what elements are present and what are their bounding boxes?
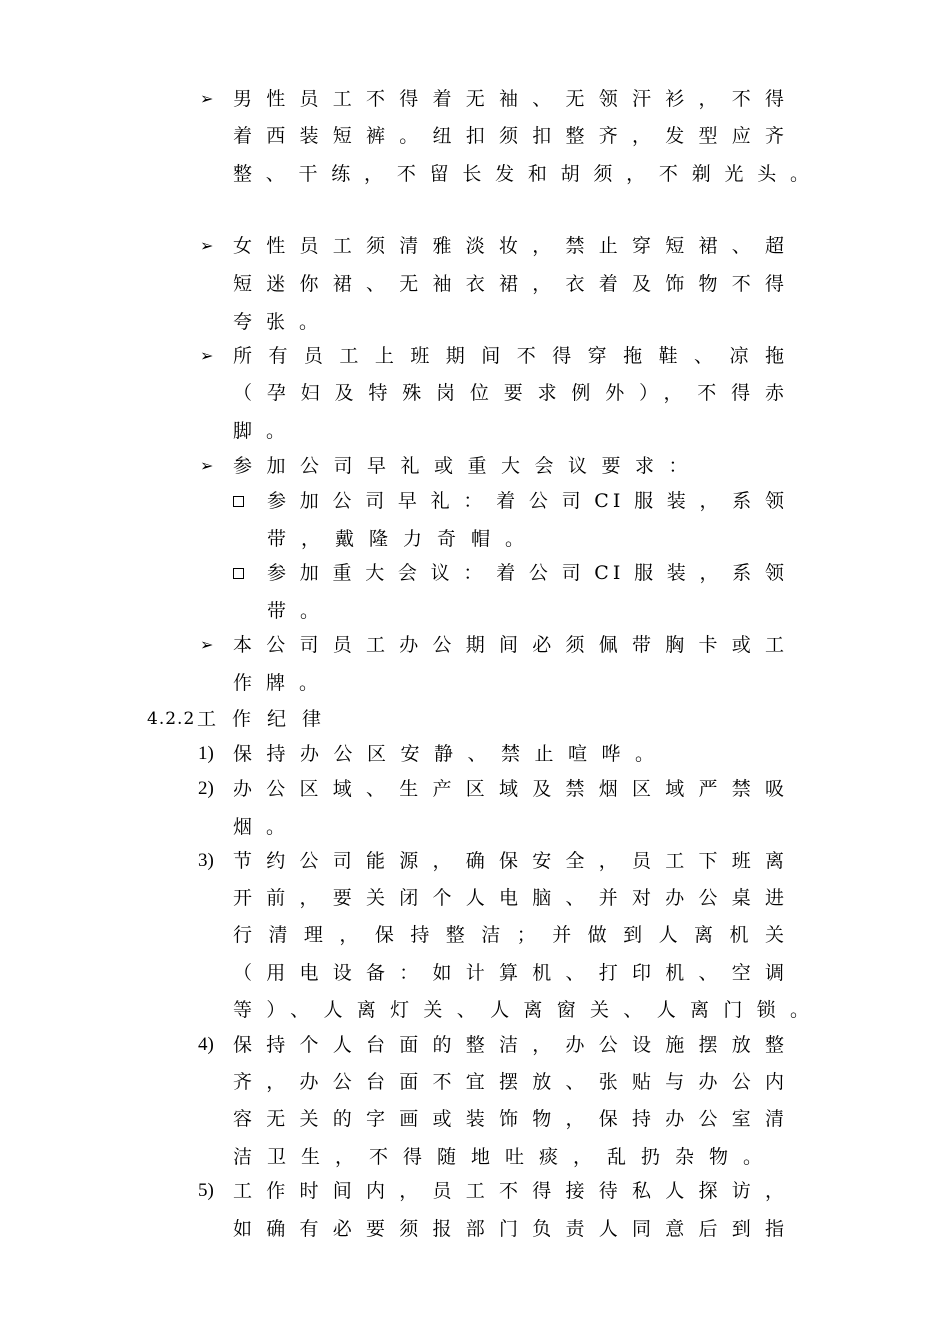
- text-line: 带，戴隆力奇帽。: [267, 528, 540, 550]
- text-line: 参加重大会议：着公司CI服装，系领: [267, 562, 788, 584]
- arrow-bullet-icon: ➢: [200, 456, 214, 475]
- text-line: 女性员工须清雅淡妆，禁止穿短裙、超: [233, 235, 788, 257]
- arrow-bullet-icon: ➢: [200, 236, 214, 255]
- item-number: 5): [198, 1180, 214, 1201]
- square-bullet-icon: [233, 496, 244, 507]
- arrow-bullet-icon: ➢: [200, 89, 214, 108]
- text-line: 脚。: [233, 420, 300, 442]
- text-line: 洁卫生，不得随地吐痰，乱扔杂物。: [233, 1146, 778, 1168]
- text-line: 保持办公区安静、禁止喧哗。: [233, 743, 669, 765]
- text-line: 参加公司早礼或重大会议要求：: [233, 455, 703, 477]
- item-number: 3): [198, 850, 214, 871]
- item-number: 1): [198, 743, 214, 764]
- section-number: 4.2.2: [147, 709, 196, 729]
- text-line: 参加公司早礼：着公司CI服装，系领: [267, 490, 788, 512]
- text-line: 带。: [267, 600, 334, 622]
- text-line: （用电设备：如计算机、打印机、空调: [233, 962, 788, 984]
- arrow-bullet-icon: ➢: [200, 346, 214, 365]
- square-bullet-icon: [233, 568, 244, 579]
- text-line: 齐，办公台面不宜摆放、张贴与办公内: [233, 1071, 788, 1093]
- text-line: 着西装短裤。纽扣须扣整齐，发型应齐: [233, 125, 788, 147]
- text-line: 短迷你裙、无袖衣裙，衣着及饰物不得: [233, 273, 788, 295]
- item-number: 2): [198, 778, 214, 799]
- text-line: 办公区域、生产区域及禁烟区域严禁吸: [233, 778, 788, 800]
- text-line: 开前，要关闭个人电脑、并对办公桌进: [233, 887, 788, 909]
- text-line: 等）、人离灯关、人离窗关、人离门锁。: [233, 999, 813, 1021]
- text-line: 行清理，保持整洁；并做到人离机关: [233, 924, 788, 946]
- text-line: 整、干练，不留长发和胡须，不剃光头。: [233, 163, 813, 185]
- text-line: 夸张。: [233, 311, 333, 333]
- section-title: 工作纪律: [197, 708, 338, 730]
- text-line: 如确有必要须报部门负责人同意后到指: [233, 1218, 788, 1240]
- text-line: （孕妇及特殊岗位要求例外），不得赤: [233, 382, 788, 404]
- text-line: 容无关的字画或装饰物，保持办公室清: [233, 1108, 788, 1130]
- text-line: 保持个人台面的整洁，办公设施摆放整: [233, 1034, 788, 1056]
- text-line: 本公司员工办公期间必须佩带胸卡或工: [233, 634, 788, 656]
- text-line: 男性员工不得着无袖、无领汗衫，不得: [233, 88, 788, 110]
- text-line: 工作时间内，员工不得接待私人探访，: [233, 1180, 788, 1202]
- item-number: 4): [198, 1034, 214, 1055]
- text-line: 所有员工上班期间不得穿拖鞋、凉拖: [233, 345, 788, 367]
- text-line: 烟。: [233, 816, 300, 838]
- text-line: 节约公司能源，确保安全，员工下班离: [233, 850, 788, 872]
- arrow-bullet-icon: ➢: [200, 635, 214, 654]
- text-line: 作牌。: [233, 672, 333, 694]
